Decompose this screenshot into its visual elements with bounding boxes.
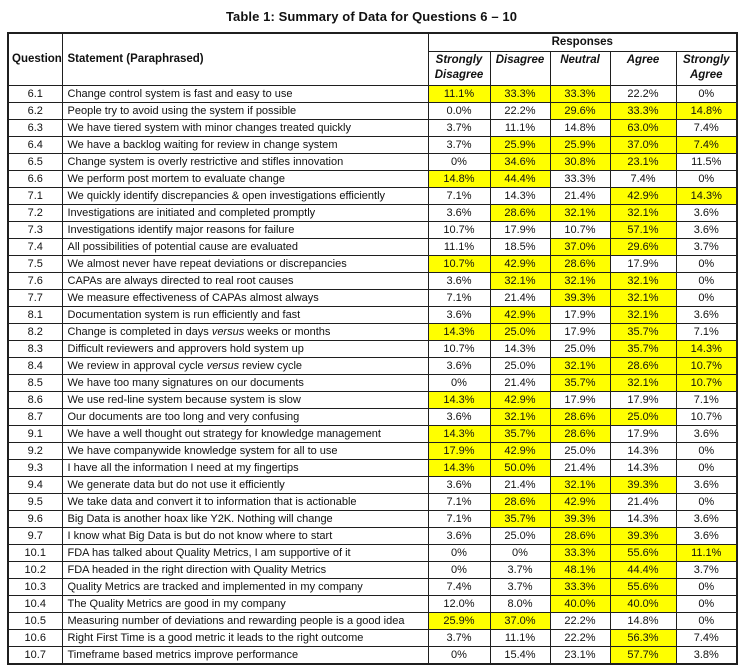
question-cell: 8.3 — [8, 341, 62, 358]
question-cell: 7.2 — [8, 205, 62, 222]
response-value-cell: 7.1% — [428, 188, 490, 205]
statement-cell: Right First Time is a good metric it leads to the right outcome — [62, 630, 428, 647]
response-value-cell: 25.0% — [550, 341, 610, 358]
response-value-cell: 14.3% — [676, 341, 737, 358]
response-value-cell: 28.6% — [490, 205, 550, 222]
response-value-cell: 48.1% — [550, 562, 610, 579]
table-body — [8, 86, 737, 665]
table-row — [8, 511, 737, 528]
statement-cell: We perform post mortem to evaluate change — [62, 171, 428, 188]
question-cell: 9.4 — [8, 477, 62, 494]
statement-cell: Change control system is fast and easy to use — [62, 86, 428, 103]
response-value-cell: 32.1% — [610, 307, 676, 324]
response-value-cell: 42.9% — [490, 256, 550, 273]
table-row — [8, 239, 737, 256]
header-response-level: Strongly Disagree — [428, 52, 490, 86]
response-value-cell: 0% — [428, 154, 490, 171]
response-value-cell: 14.3% — [490, 188, 550, 205]
response-value-cell: 0% — [676, 86, 737, 103]
statement-cell: People try to avoid using the system if possible — [62, 103, 428, 120]
question-cell: 9.2 — [8, 443, 62, 460]
question-cell: 6.4 — [8, 137, 62, 154]
response-value-cell: 3.6% — [428, 273, 490, 290]
response-value-cell: 14.8% — [550, 120, 610, 137]
response-value-cell: 17.9% — [550, 324, 610, 341]
response-value-cell: 42.9% — [610, 188, 676, 205]
response-value-cell: 28.6% — [550, 256, 610, 273]
response-value-cell: 32.1% — [550, 477, 610, 494]
response-value-cell: 35.7% — [610, 341, 676, 358]
response-value-cell: 22.2% — [610, 86, 676, 103]
statement-cell: FDA has talked about Quality Metrics, I am supportive of it — [62, 545, 428, 562]
response-value-cell: 7.1% — [676, 324, 737, 341]
question-cell: 9.1 — [8, 426, 62, 443]
question-cell: 10.2 — [8, 562, 62, 579]
response-value-cell: 0% — [676, 494, 737, 511]
response-value-cell: 0.0% — [428, 103, 490, 120]
table-row — [8, 630, 737, 647]
header-response-level: Neutral — [550, 52, 610, 86]
table-row — [8, 137, 737, 154]
response-value-cell: 7.1% — [428, 290, 490, 307]
table-row — [8, 409, 737, 426]
response-value-cell: 37.0% — [550, 239, 610, 256]
response-value-cell: 7.4% — [676, 120, 737, 137]
table-row — [8, 222, 737, 239]
statement-cell: Timeframe based metrics improve performance — [62, 647, 428, 665]
statement-cell: The Quality Metrics are good in my company — [62, 596, 428, 613]
question-cell: 8.7 — [8, 409, 62, 426]
response-value-cell: 10.7% — [676, 409, 737, 426]
response-value-cell: 0% — [676, 460, 737, 477]
response-value-cell: 32.1% — [610, 205, 676, 222]
response-value-cell: 0% — [428, 375, 490, 392]
response-value-cell: 11.1% — [490, 120, 550, 137]
response-value-cell: 32.1% — [610, 290, 676, 307]
table-row — [8, 545, 737, 562]
response-value-cell: 22.2% — [550, 613, 610, 630]
table-row — [8, 205, 737, 222]
question-cell: 10.1 — [8, 545, 62, 562]
response-value-cell: 3.7% — [490, 579, 550, 596]
question-cell: 9.3 — [8, 460, 62, 477]
response-value-cell: 3.6% — [676, 511, 737, 528]
response-value-cell: 50.0% — [490, 460, 550, 477]
response-value-cell: 3.7% — [428, 630, 490, 647]
response-value-cell: 14.3% — [428, 392, 490, 409]
response-value-cell: 3.6% — [676, 477, 737, 494]
statement-cell: CAPAs are always directed to real root causes — [62, 273, 428, 290]
question-cell: 6.3 — [8, 120, 62, 137]
response-value-cell: 7.1% — [428, 494, 490, 511]
response-value-cell: 42.9% — [490, 443, 550, 460]
question-cell: 7.7 — [8, 290, 62, 307]
response-value-cell: 22.2% — [550, 630, 610, 647]
response-value-cell: 3.7% — [490, 562, 550, 579]
response-value-cell: 10.7% — [550, 222, 610, 239]
response-value-cell: 3.6% — [676, 307, 737, 324]
response-value-cell: 33.3% — [610, 103, 676, 120]
response-value-cell: 32.1% — [550, 205, 610, 222]
response-value-cell: 23.1% — [610, 154, 676, 171]
response-value-cell: 7.1% — [676, 392, 737, 409]
response-value-cell: 14.3% — [428, 460, 490, 477]
response-value-cell: 0% — [676, 579, 737, 596]
response-value-cell: 0% — [428, 562, 490, 579]
response-value-cell: 10.7% — [676, 358, 737, 375]
response-value-cell: 32.1% — [550, 358, 610, 375]
question-cell: 6.1 — [8, 86, 62, 103]
response-value-cell: 11.1% — [490, 630, 550, 647]
header-question: Question — [8, 33, 62, 86]
response-value-cell: 42.9% — [490, 392, 550, 409]
question-cell: 7.4 — [8, 239, 62, 256]
response-value-cell: 7.4% — [428, 579, 490, 596]
table-row — [8, 324, 737, 341]
table-row — [8, 477, 737, 494]
response-value-cell: 35.7% — [490, 511, 550, 528]
response-value-cell: 14.8% — [610, 613, 676, 630]
response-value-cell: 37.0% — [490, 613, 550, 630]
response-value-cell: 35.7% — [490, 426, 550, 443]
table-row — [8, 290, 737, 307]
response-value-cell: 39.3% — [550, 290, 610, 307]
response-value-cell: 17.9% — [610, 256, 676, 273]
response-value-cell: 3.6% — [428, 477, 490, 494]
response-value-cell: 10.7% — [428, 256, 490, 273]
question-cell: 10.3 — [8, 579, 62, 596]
statement-cell: I know what Big Data is but do not know where to start — [62, 528, 428, 545]
response-value-cell: 57.1% — [610, 222, 676, 239]
table-header — [8, 33, 737, 86]
response-value-cell: 11.1% — [676, 545, 737, 562]
question-cell: 9.5 — [8, 494, 62, 511]
response-value-cell: 25.9% — [428, 613, 490, 630]
response-value-cell: 17.9% — [550, 307, 610, 324]
header-response-level: Disagree — [490, 52, 550, 86]
response-value-cell: 0% — [676, 613, 737, 630]
response-value-cell: 42.9% — [550, 494, 610, 511]
response-value-cell: 10.7% — [428, 222, 490, 239]
table-row — [8, 375, 737, 392]
response-value-cell: 28.6% — [490, 494, 550, 511]
response-value-cell: 17.9% — [610, 392, 676, 409]
response-value-cell: 63.0% — [610, 120, 676, 137]
response-value-cell: 30.8% — [550, 154, 610, 171]
response-value-cell: 3.6% — [676, 222, 737, 239]
table-row — [8, 579, 737, 596]
response-value-cell: 32.1% — [490, 409, 550, 426]
statement-cell: We review in approval cycle versus review cycle — [62, 358, 428, 375]
response-value-cell: 0% — [428, 647, 490, 665]
question-cell: 7.5 — [8, 256, 62, 273]
response-value-cell: 39.3% — [610, 477, 676, 494]
header-response-level: Agree — [610, 52, 676, 86]
response-value-cell: 3.6% — [676, 528, 737, 545]
response-value-cell: 14.3% — [490, 341, 550, 358]
table-row — [8, 647, 737, 665]
statement-cell: Investigations identify major reasons for failure — [62, 222, 428, 239]
response-value-cell: 14.3% — [610, 460, 676, 477]
statement-cell: We measure effectiveness of CAPAs almost always — [62, 290, 428, 307]
response-value-cell: 7.4% — [676, 630, 737, 647]
response-value-cell: 21.4% — [490, 375, 550, 392]
table-row — [8, 596, 737, 613]
response-value-cell: 57.7% — [610, 647, 676, 665]
statement-cell: We have a backlog waiting for review in change system — [62, 137, 428, 154]
statement-cell: We generate data but do not use it efficiently — [62, 477, 428, 494]
response-value-cell: 0% — [676, 171, 737, 188]
response-value-cell: 14.3% — [610, 443, 676, 460]
response-value-cell: 25.0% — [550, 443, 610, 460]
response-value-cell: 44.4% — [490, 171, 550, 188]
response-value-cell: 10.7% — [676, 375, 737, 392]
response-value-cell: 56.3% — [610, 630, 676, 647]
response-value-cell: 21.4% — [490, 477, 550, 494]
question-cell: 6.6 — [8, 171, 62, 188]
response-value-cell: 28.6% — [550, 426, 610, 443]
response-value-cell: 25.0% — [490, 528, 550, 545]
table-row — [8, 341, 737, 358]
response-value-cell: 7.4% — [610, 171, 676, 188]
question-cell: 9.6 — [8, 511, 62, 528]
table-row — [8, 307, 737, 324]
response-value-cell: 40.0% — [550, 596, 610, 613]
question-cell: 6.5 — [8, 154, 62, 171]
statement-cell: I have all the information I need at my fingertips — [62, 460, 428, 477]
response-value-cell: 33.3% — [550, 545, 610, 562]
statement-cell: Measuring number of deviations and rewarding people is a good idea — [62, 613, 428, 630]
response-value-cell: 21.4% — [490, 290, 550, 307]
response-value-cell: 34.6% — [490, 154, 550, 171]
statement-cell: We have companywide knowledge system for all to use — [62, 443, 428, 460]
response-value-cell: 17.9% — [428, 443, 490, 460]
response-value-cell: 55.6% — [610, 545, 676, 562]
table-row — [8, 188, 737, 205]
statement-cell: We take data and convert it to information that is actionable — [62, 494, 428, 511]
response-value-cell: 3.6% — [428, 307, 490, 324]
statement-cell: Difficult reviewers and approvers hold system up — [62, 341, 428, 358]
question-cell: 8.6 — [8, 392, 62, 409]
table-row — [8, 171, 737, 188]
response-value-cell: 10.7% — [428, 341, 490, 358]
table-row — [8, 256, 737, 273]
response-value-cell: 0% — [676, 443, 737, 460]
response-value-cell: 33.3% — [550, 171, 610, 188]
response-value-cell: 3.8% — [676, 647, 737, 665]
response-value-cell: 14.8% — [676, 103, 737, 120]
response-value-cell: 33.3% — [550, 579, 610, 596]
response-value-cell: 0% — [676, 290, 737, 307]
response-value-cell: 3.6% — [428, 205, 490, 222]
response-value-cell: 29.6% — [550, 103, 610, 120]
response-value-cell: 0% — [676, 273, 737, 290]
response-value-cell: 17.9% — [490, 222, 550, 239]
response-value-cell: 25.0% — [490, 358, 550, 375]
response-value-cell: 12.0% — [428, 596, 490, 613]
question-cell: 10.4 — [8, 596, 62, 613]
header-responses-group: Responses — [428, 33, 737, 52]
table-row — [8, 358, 737, 375]
response-value-cell: 18.5% — [490, 239, 550, 256]
response-value-cell: 3.7% — [676, 562, 737, 579]
table-row — [8, 103, 737, 120]
response-value-cell: 28.6% — [550, 409, 610, 426]
response-value-cell: 44.4% — [610, 562, 676, 579]
response-value-cell: 35.7% — [550, 375, 610, 392]
response-value-cell: 11.1% — [428, 239, 490, 256]
statement-cell: All possibilities of potential cause are evaluated — [62, 239, 428, 256]
response-value-cell: 23.1% — [550, 647, 610, 665]
response-value-cell: 3.6% — [676, 426, 737, 443]
table-row — [8, 392, 737, 409]
response-value-cell: 7.1% — [428, 511, 490, 528]
response-value-cell: 14.8% — [428, 171, 490, 188]
response-value-cell: 3.7% — [676, 239, 737, 256]
question-cell: 9.7 — [8, 528, 62, 545]
statement-cell: Quality Metrics are tracked and implemented in my company — [62, 579, 428, 596]
response-value-cell: 33.3% — [550, 86, 610, 103]
header-row-group — [8, 33, 737, 52]
response-value-cell: 33.3% — [490, 86, 550, 103]
table-row — [8, 154, 737, 171]
statement-cell: We use red-line system because system is slow — [62, 392, 428, 409]
question-cell: 10.7 — [8, 647, 62, 665]
response-value-cell: 0% — [428, 545, 490, 562]
response-value-cell: 32.1% — [610, 273, 676, 290]
table-row — [8, 273, 737, 290]
table-row — [8, 460, 737, 477]
response-value-cell: 0% — [676, 256, 737, 273]
response-value-cell: 39.3% — [550, 511, 610, 528]
question-cell: 10.6 — [8, 630, 62, 647]
response-value-cell: 37.0% — [610, 137, 676, 154]
question-cell: 7.6 — [8, 273, 62, 290]
statement-cell: Change system is overly restrictive and stifles innovation — [62, 154, 428, 171]
table-row — [8, 528, 737, 545]
question-cell: 6.2 — [8, 103, 62, 120]
response-value-cell: 25.9% — [490, 137, 550, 154]
question-cell: 8.2 — [8, 324, 62, 341]
statement-cell: Investigations are initiated and completed promptly — [62, 205, 428, 222]
statement-cell: We have a well thought out strategy for knowledge management — [62, 426, 428, 443]
question-cell: 7.1 — [8, 188, 62, 205]
response-value-cell: 8.0% — [490, 596, 550, 613]
response-value-cell: 14.3% — [428, 324, 490, 341]
response-value-cell: 11.5% — [676, 154, 737, 171]
response-value-cell: 28.6% — [610, 358, 676, 375]
response-value-cell: 21.4% — [550, 188, 610, 205]
header-statement: Statement (Paraphrased) — [62, 33, 428, 86]
response-value-cell: 14.3% — [610, 511, 676, 528]
response-value-cell: 32.1% — [550, 273, 610, 290]
response-value-cell: 21.4% — [550, 460, 610, 477]
question-cell: 10.5 — [8, 613, 62, 630]
response-value-cell: 3.6% — [428, 528, 490, 545]
question-cell: 8.1 — [8, 307, 62, 324]
statement-cell: We have too many signatures on our documents — [62, 375, 428, 392]
question-cell: 8.5 — [8, 375, 62, 392]
statement-cell: Big Data is another hoax like Y2K. Nothing will change — [62, 511, 428, 528]
response-value-cell: 28.6% — [550, 528, 610, 545]
response-value-cell: 11.1% — [428, 86, 490, 103]
response-value-cell: 0% — [490, 545, 550, 562]
table-row — [8, 120, 737, 137]
response-value-cell: 14.3% — [676, 188, 737, 205]
response-value-cell: 32.1% — [610, 375, 676, 392]
response-value-cell: 42.9% — [490, 307, 550, 324]
response-value-cell: 35.7% — [610, 324, 676, 341]
response-value-cell: 25.9% — [550, 137, 610, 154]
table-row — [8, 426, 737, 443]
statement-cell: We have tiered system with minor changes treated quickly — [62, 120, 428, 137]
response-value-cell: 25.0% — [490, 324, 550, 341]
response-value-cell: 55.6% — [610, 579, 676, 596]
summary-table — [7, 32, 738, 665]
response-value-cell: 3.6% — [676, 205, 737, 222]
question-cell: 7.3 — [8, 222, 62, 239]
response-value-cell: 39.3% — [610, 528, 676, 545]
response-value-cell: 14.3% — [428, 426, 490, 443]
header-response-level: Strongly Agree — [676, 52, 737, 86]
table-row — [8, 86, 737, 103]
statement-cell: Change is completed in days versus weeks or months — [62, 324, 428, 341]
question-cell: 8.4 — [8, 358, 62, 375]
statement-cell: We almost never have repeat deviations or discrepancies — [62, 256, 428, 273]
response-value-cell: 3.7% — [428, 120, 490, 137]
response-value-cell: 3.6% — [428, 358, 490, 375]
response-value-cell: 32.1% — [490, 273, 550, 290]
statement-cell: We quickly identify discrepancies & open investigations efficiently — [62, 188, 428, 205]
response-value-cell: 17.9% — [550, 392, 610, 409]
response-value-cell: 3.6% — [428, 409, 490, 426]
response-value-cell: 7.4% — [676, 137, 737, 154]
response-value-cell: 40.0% — [610, 596, 676, 613]
response-value-cell: 0% — [676, 596, 737, 613]
response-value-cell: 3.7% — [428, 137, 490, 154]
response-value-cell: 22.2% — [490, 103, 550, 120]
statement-cell: Documentation system is run efficiently and fast — [62, 307, 428, 324]
response-value-cell: 29.6% — [610, 239, 676, 256]
table-row — [8, 613, 737, 630]
table-caption: Table 1: Summary of Data for Questions 6 – 10 — [225, 9, 518, 24]
response-value-cell: 15.4% — [490, 647, 550, 665]
table-row — [8, 562, 737, 579]
table-row — [8, 443, 737, 460]
statement-cell: Our documents are too long and very confusing — [62, 409, 428, 426]
statement-cell: FDA headed in the right direction with Quality Metrics — [62, 562, 428, 579]
table-row — [8, 494, 737, 511]
response-value-cell: 25.0% — [610, 409, 676, 426]
response-value-cell: 21.4% — [610, 494, 676, 511]
response-value-cell: 17.9% — [610, 426, 676, 443]
